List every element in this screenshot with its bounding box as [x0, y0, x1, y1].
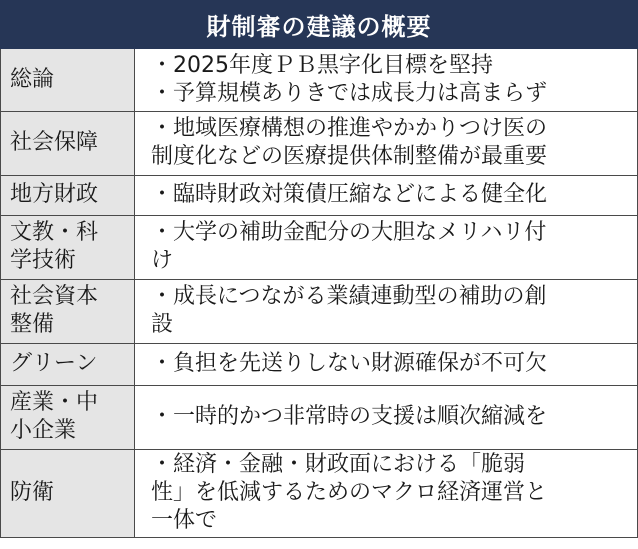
row-category: 産業・中 小企業	[1, 385, 135, 449]
row-category: 総論	[1, 49, 135, 111]
table-row	[1, 279, 638, 343]
row-description: ・経済・金融・財政面における「脆弱 性」を低減するためのマクロ経済運営と 一体で	[135, 449, 638, 537]
row-category: 社会資本 整備	[1, 279, 135, 343]
table-row	[1, 385, 638, 449]
table-row	[1, 215, 638, 279]
table-row	[1, 175, 638, 215]
figure-title: 財制審の建議の概要	[0, 0, 638, 49]
row-description: ・2025年度ＰＢ黒字化目標を堅持 ・予算規模ありきでは成長力は高まらず	[135, 49, 638, 111]
row-description: ・負担を先送りしない財源確保が不可欠	[135, 343, 638, 385]
table-row	[1, 111, 638, 175]
row-category: グリーン	[1, 343, 135, 385]
row-category: 地方財政	[1, 175, 135, 215]
row-description: ・臨時財政対策債圧縮などによる健全化	[135, 175, 638, 215]
summary-table	[0, 49, 638, 538]
row-description: ・大学の補助金配分の大胆なメリハリ付 け	[135, 215, 638, 279]
row-description: ・成長につながる業績連動型の補助の創 設	[135, 279, 638, 343]
row-description: ・一時的かつ非常時の支援は順次縮減を	[135, 385, 638, 449]
table-row	[1, 343, 638, 385]
row-category: 防衛	[1, 449, 135, 537]
row-description: ・地域医療構想の推進やかかりつけ医の 制度化などの医療提供体制整備が最重要	[135, 111, 638, 175]
row-category: 文教・科 学技術	[1, 215, 135, 279]
table-row	[1, 449, 638, 537]
row-category: 社会保障	[1, 111, 135, 175]
table-row	[1, 49, 638, 111]
